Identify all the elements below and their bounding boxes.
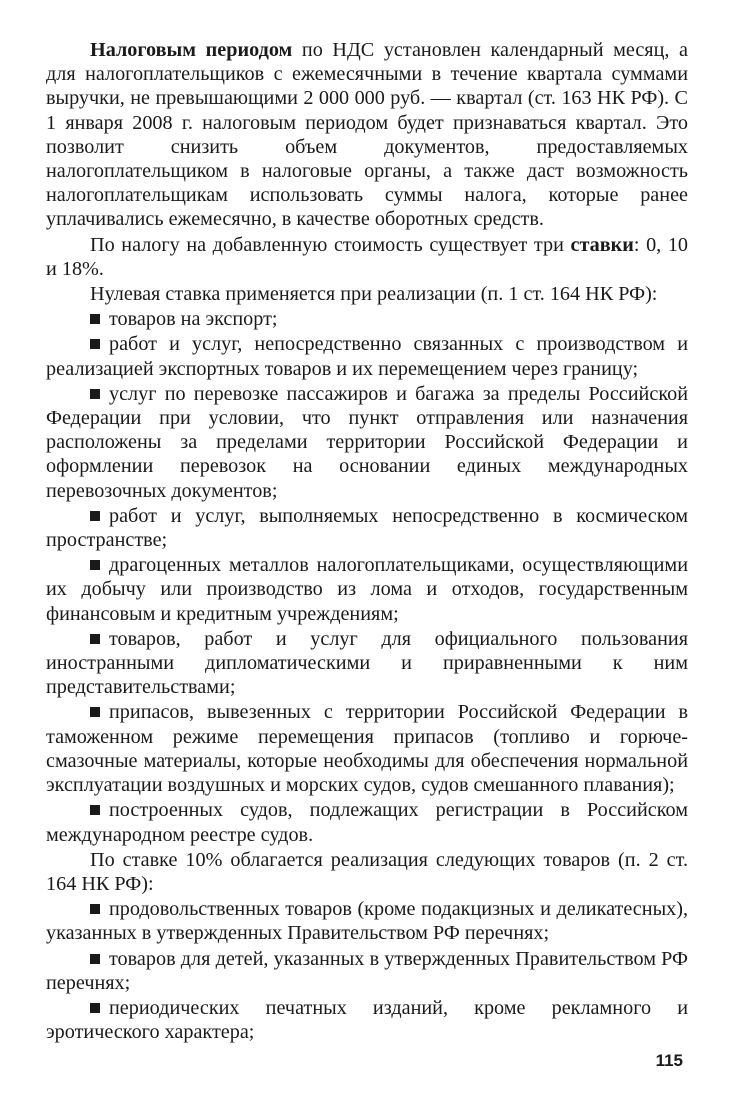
list-item-text: товаров на экспорт; [109,308,278,331]
list-item [46,947,688,995]
term-tax-period: Налоговым периодом [90,39,293,61]
list-item-text: драгоценных металлов налогоплательщиками, осуществляющими их добычу или производство из лома и отходов, государственным финансовым и кредитным учреждениям; [46,554,688,625]
list-item-text: товаров для детей, указанных в утвержденных Правительством РФ перечнях; [46,947,688,994]
list-item-text: товаров, работ и услуг для официального пользования иностранными дипломатическими и приравненными к ним представительствами; [46,627,688,699]
paragraph-text: по НДС установлен календарный месяц, а для налогоплательщиков с ежемесячными в течение квартала суммами выручки, не превышающими 2 000 000 руб. — квартал (ст. 163 НК РФ). С 1 января 2008 г. налоговым периодом будет признаваться квартал. Это позволит снизить объем документов, предоставляемых налогоплательщиком в налоговые органы, а также даст возможность налогоплательщикам использовать суммы налога, которые ранее уплачивались ежемесячно, в качестве оборотных средств. [46,39,689,231]
paragraph-zero-rate-intro [46,282,688,306]
list-item-text: продовольственных товаров (кроме подакцизных и деликатесных), указанных в утвержденных Правительством РФ перечнях; [46,898,688,945]
list-item [46,504,688,552]
page-number: 115 [655,1051,683,1070]
square-bullet-icon [90,954,100,964]
list-item [46,700,688,797]
square-bullet-icon [90,805,100,815]
paragraph-text: : 0, 10 и 18%. [46,233,689,280]
paragraph-text: По налогу на добавленную стоимость существует три [90,233,571,256]
list-item-text: периодических печатных изданий, кроме рекламного и эротического характера; [46,996,688,1044]
square-bullet-icon [90,707,100,717]
paragraph-text: Нулевая ставка применяется при реализации (п. 1 ст. 164 НК РФ): [90,283,658,306]
list-item [46,627,688,700]
list-item-text: работ и услуг, непосредственно связанных с производством и реализацией экспортных товаров и их перемещением через границу; [46,333,688,380]
square-bullet-icon [90,314,100,324]
list-item-text: припасов, вывезенных с территории Российской Федерации в таможенном режиме перемещения припасов (топливо и горюче-смазочные материалы, которые необходимы для обеспечения нормальной эксплуатации воздушных и морских судов, судов смешанного плавания); [46,701,688,797]
list-item-text: работ и услуг, выполняемых непосредственно в космическом пространстве; [46,504,688,552]
paragraph-ten-percent-intro [46,848,688,896]
paragraph-text: По ставке 10% облагается реализация следующих товаров (п. 2 ст. 164 НК РФ): [46,848,688,895]
list-item [46,307,688,331]
paragraph-rates [46,233,688,281]
list-item [46,798,688,846]
square-bullet-icon [90,389,100,399]
list-item [46,382,688,503]
square-bullet-icon [90,1003,100,1013]
list-item-text: услуг по перевозке пассажиров и багажа за пределы Российской Федерации при условии, что пункт отправления или назначения расположены за пределами территории Российской Федерации и оформлении перевозок на основании единых международных перевозочных документов; [46,382,688,502]
square-bullet-icon [90,339,100,349]
list-item [46,996,688,1044]
page-body [46,38,688,1045]
square-bullet-icon [90,511,100,521]
list-item [46,332,688,380]
square-bullet-icon [90,634,100,644]
term-rates: ставки [570,233,634,256]
square-bullet-icon [90,904,100,914]
list-item-text: построенных судов, подлежащих регистрации в Российском международном реестре судов. [46,799,688,846]
list-item [46,553,688,626]
square-bullet-icon [90,560,100,570]
paragraph-tax-period [46,38,688,232]
list-item [46,897,688,945]
